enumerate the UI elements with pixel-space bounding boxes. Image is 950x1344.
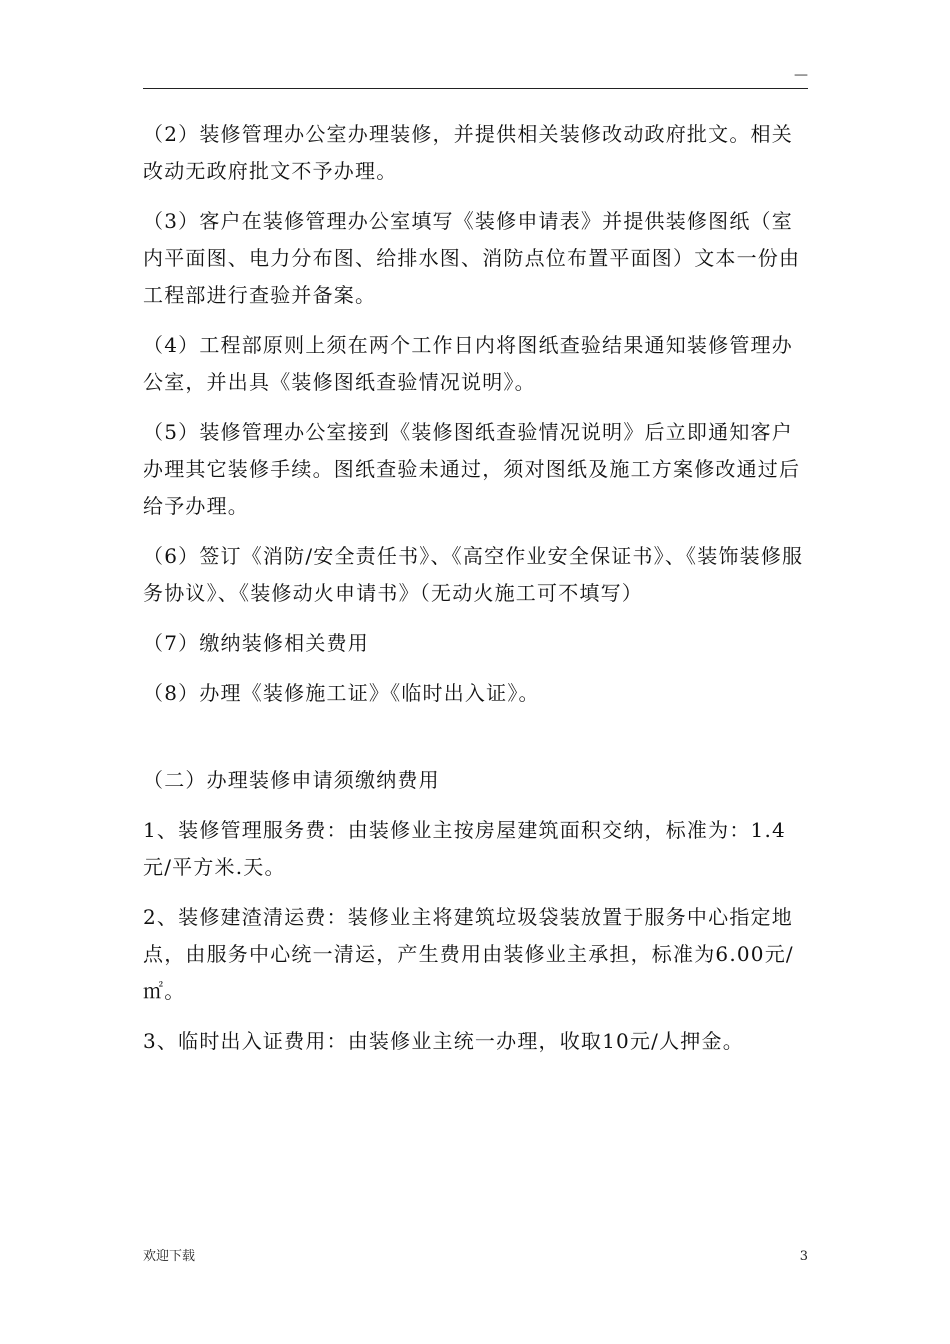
- paragraph-step-4: （4）工程部原则上须在两个工作日内将图纸查验结果通知装修管理办公室，并出具《装修图纸查验情况说明》。: [143, 333, 793, 394]
- header-mark: —: [794, 67, 808, 83]
- document-body: [143, 116, 808, 1073]
- paragraph-step-5: （5）装修管理办公室接到《装修图纸查验情况说明》后立即通知客户办理其它装修手续。图纸查验未通过，须对图纸及施工方案修改通过后给予办理。: [143, 420, 801, 518]
- paragraph-fee-2: 2、装修建渣清运费：装修业主将建筑垃圾袋装放置于服务中心指定地点，由服务中心统一清运，产生费用由装修业主承担，标准为6.00元/㎡。: [143, 905, 794, 1003]
- paragraph-step-8: （8）办理《装修施工证》《临时出入证》。: [143, 681, 540, 705]
- page-number: 3: [799, 1249, 808, 1264]
- footer-text: 欢迎下载: [143, 1249, 196, 1264]
- paragraph-step-7: （7）缴纳装修相关费用: [143, 631, 369, 655]
- header-rule: [143, 88, 808, 89]
- paragraph-step-3: （3）客户在装修管理办公室填写《装修申请表》并提供装修图纸（室内平面图、电力分布图、给排水图、消防点位布置平面图）文本一份由工程部进行查验并备案。: [143, 209, 801, 307]
- paragraph-fee-1: 1、装修管理服务费：由装修业主按房屋建筑面积交纳，标准为：1.4元/平方米.天。: [143, 818, 786, 879]
- paragraph-fee-3: 3、临时出入证费用：由装修业主统一办理，收取10元/人押金。: [143, 1029, 744, 1053]
- section-spacer: [143, 725, 808, 762]
- section-heading-fees: （二）办理装修申请须缴纳费用: [143, 768, 440, 792]
- paragraph-step-6: （6）签订《消防/安全责任书》、《高空作业安全保证书》、《装饰装修服务协议》、《装修动火申请书》（无动火施工可不填写）: [143, 544, 804, 605]
- paragraph-step-2: （2）装修管理办公室办理装修，并提供相关装修改动政府批文。相关改动无政府批文不予办理。: [143, 122, 793, 183]
